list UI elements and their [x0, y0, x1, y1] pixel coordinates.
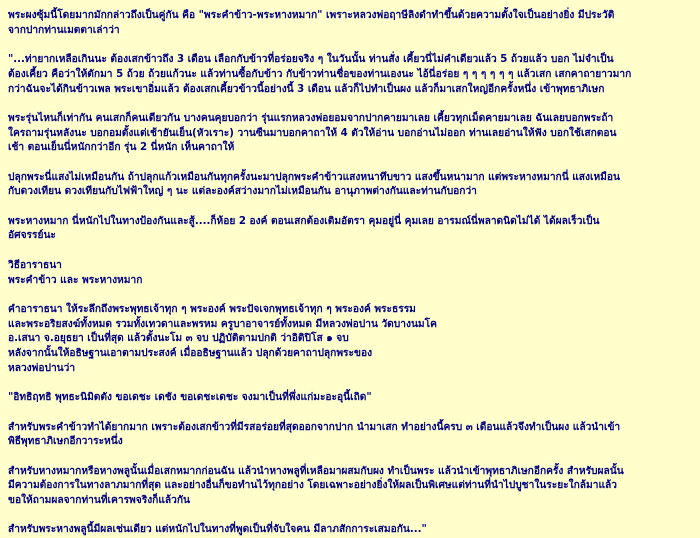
paragraph	[8, 259, 692, 288]
text-line: พระรุ่นไหนก็เท่ากัน คนเสกก็คนเดียวกัน บางคนคุยบอกว่า รุ่นแรกหลวงพ่อยอมจากปากคายมาเลย เคี้ยวทุกเม็ดคายมาเลย ฉันเลยบอกพระถ้า	[8, 112, 614, 124]
paragraph	[8, 391, 692, 406]
text-line: "...ท่ายากเหลือเกินนะ ต้องเสกข้าวถึง 3 เดือน เลือกกับข้าวที่อร่อยจริง ๆ ในวันนั้น ท่านสั่ง เคี้ยวนี่ไม่คำเดียวแล้ว 5 ถ้วยแล้ว บอก ไม่จำเป็น	[8, 54, 614, 66]
text-line: วิธีอาราธนา	[8, 259, 62, 271]
text-line: สำหรับพระหางพลูนี้มีผลเช่นเดียว แต่หนักไปในทางที่พูดเป็นที่จับใจคน มีลาภสักการะเสมอกัน..."	[8, 524, 427, 536]
paragraph	[8, 303, 692, 377]
text-line: เช้า ตอนเย็นนี่หนักกว่าอีก รุ่น 2 นี่หนัก เห็นคาถาให้	[8, 142, 235, 154]
text-line: พิธีพุทธาภิเษกอีกวาระหนึ่ง	[8, 436, 123, 448]
text-line: สำหรับพระคำข้าวทำได้ยากมาก เพราะต้องเสกข้าวที่มีรสอร่อยที่สุดออกจากปาก นำมาเสก ทำอย่างนี้ครบ ๓ เดือนแล้วจึงทำเป็นผง แล้วนำเข้า	[8, 421, 621, 433]
text-line: ขอให้ถามผลจากท่านที่เคารพจริงก็แล้วกัน	[8, 495, 191, 507]
text-line: หลังจากนั้นให้อธิษฐานเอาตามประสงค์ เมื่ออธิษฐานแล้ว ปลุกด้วยคาถาปลุกพระของ	[8, 348, 373, 360]
paragraph	[8, 523, 692, 538]
text-line: กับดวงเทียน ดวงเทียนกับไฟฟ้าใหญ่ ๆ นะ แต่ละองค์สว่างมากไม่เหมือนกัน อานุภาพต่างกันและท่านกับอกว่า	[8, 186, 477, 198]
text-line: และพระอริยสงฆ์ทั้งหมด รวมทั้งเทวดาและพรหม ครูบาอาจารย์ทั้งหมด มีหลวงพ่อปาน วัดบางนมโค	[8, 318, 437, 330]
text-line: หลวงพ่อปานว่า	[8, 362, 76, 374]
paragraph	[8, 9, 692, 38]
text-line: พระผงซุ้มนี้โดยมากมักกล่าวถึงเป็นคู่กัน คือ "พระคำข้าว-พระหางหมาก" เพราะหลวงพ่อฤาษีลิงดำทำขึ้นด้วยความตั้งใจเป็นอย่างยิ่ง มีประวัติ	[8, 10, 615, 21]
text-line: "อิทธิฤทธิ พุทธะนิมิตตัง ขอเดชะ เดชัง ขอเดชะเดชะ จงมาเป็นที่พึ่งแก่มะอะอุนี้เถิด"	[8, 392, 372, 404]
text-line: คำอาราธนา ให้ระลึกถึงพระพุทธเจ้าทุก ๆ พระองค์ พระปัจเจกพุทธเจ้าทุก ๆ พระองค์ พระธรรม	[8, 303, 416, 315]
paragraph	[8, 112, 692, 156]
text-line: กว่าฉันจะได้กินข้าวเพล พระเขาอิ่มแล้ว ต้องเสกเคี้ยวข้าวนี้อย่างนี้ 3 เดือน แล้วก็ไปทำเป็นผง แล้วก็มาเสกใหญ่อีกครั้งหนึ่ง เข้าพุทธาภิเษก	[8, 83, 605, 95]
text-line: อัศจรรย์นะ	[8, 230, 56, 242]
text-line: พระคำข้าว และ พระหางหมาก	[8, 274, 143, 286]
text-line: มีความต้องการในทางลาภมากที่สุด และอย่างอื่นก็ขอทำนไว้ทุกอย่าง โดยเฉพาะอย่างยิ่งให้ผลเป็นพิเศษแต่ท่านที่นำไปบูชาในระยะใกล้มาแล้ว	[8, 480, 617, 492]
text-line: ใครถามรุ่นหลังนะ บอกอมตั้งแต่เช้ายันเย็น(หัวเราะ) วานซืนมาบอกคาถาให้ 4 ตัวให้อ่าน บอกอ่านไม่ออก ท่านเลยอ่านให้ฟัง บอกใช้เสกตอน	[8, 127, 617, 139]
text-line: สำหรับหางหมากหรือหางพลูนั้นเมื่อเสกหมากก่อนฉัน แล้วนำหางพลูที่เหลือมาผสมกับผง ทำเป็นพระ แล้วนำเข้าพุทธาภิเษกอีกครั้ง สำหรับผลนั้น	[8, 465, 624, 477]
paragraph	[8, 421, 692, 450]
text-line: จากปากท่านเมตตาเล่าว่า	[8, 24, 120, 36]
paragraph	[8, 465, 692, 509]
paragraph	[8, 53, 692, 97]
paragraph	[8, 171, 692, 200]
text-line: ต้องเคี้ยว คือว่าให้ตักมา 5 ถ้วย ถ้วยแก้วนะ แล้วท่านซื้อกับข้าว กับข้าวท่านชื่อของท่านเองนะ ไอ้นี่อร่อย ๆ ๆ ๆ ๆ ๆ ๆ แล้วเสก เสกคาถายาวมาก	[8, 68, 632, 80]
paragraph	[8, 215, 692, 244]
text-line: ปลุกพระนี่แสงไม่เหมือนกัน ถ้าปลุกแก้วเหมือนกันทุกครั้งนะมาปลุกพระคำข้าวแสงหนาทึบขาว แสงขึ้นหนามาก แต่พระหางหมากนี่ แสงเหมือน	[8, 171, 620, 183]
text-line: อ.เสนา จ.อยุธยา เป็นที่สุด แล้วตั้งนะโม ๓ จบ ปฏิบัติตามปกติ ว่าอิติปิโส ๑ จบ	[8, 333, 349, 345]
text-line: พระหางหมาก นี่หนักไปในทางป้องกันและสู้....ก็ห้อย 2 องค์ ตอนเสกต้องเติมอัตรา คุมอยู่นี่ คุมเลย อารมณ์นี่พลาดนิดไม่ได้ ได้ผลเร็วเป็น	[8, 215, 600, 227]
